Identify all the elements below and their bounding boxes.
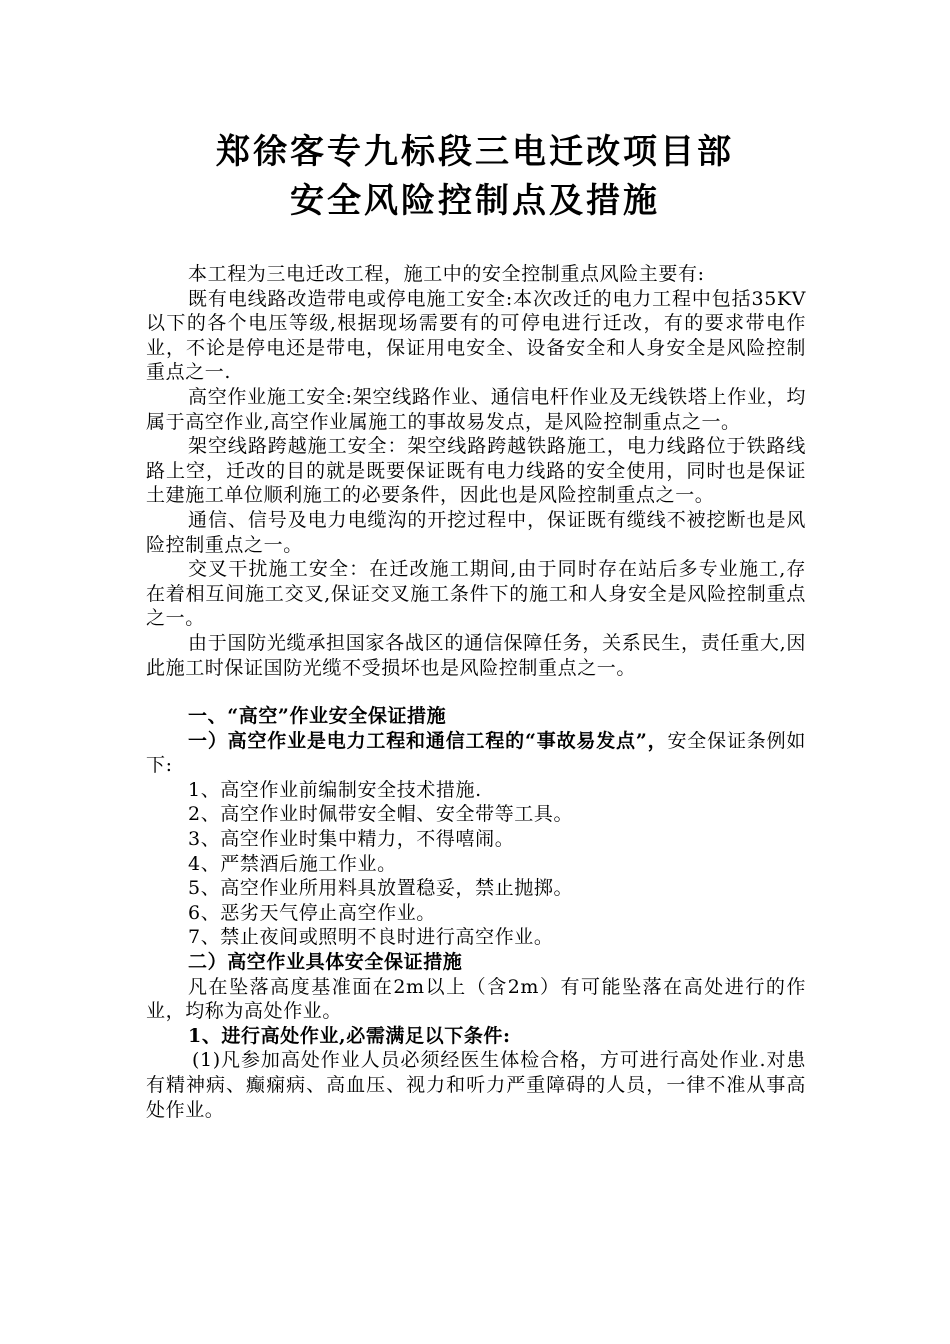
rule-item: 5、高空作业所用料具放置稳妥，禁止抛掷。 <box>188 877 574 900</box>
section-heading: 一、“高空”作业安全保证措施 <box>188 705 447 728</box>
condition-item-1: (1)凡参加高处作业人员必须经医生体检合格，方可进行高处作业.对患有精神病、癫痫病、高血压、视力和听力严重障碍的人员，一律不准从事高处作业。 <box>146 1049 806 1121</box>
risk-paragraph-interference: 交叉干扰施工安全：在迁改施工期间,由于同时存在站后多专业施工,存在着相互间施工交叉,保证交叉施工条件下的施工和人身安全是风险控制重点之一。 <box>146 558 806 630</box>
risk-paragraph-crossing: 架空线路跨越施工安全：架空线路跨越铁路施工，电力线路位于铁路线路上空，迁改的目的就是既要保证既有电力线路的安全使用，同时也是保证土建施工单位顺利施工的必要条件，因此也是风险控制重点之一。 <box>146 435 806 507</box>
intro-paragraph: 本工程为三电迁改工程，施工中的安全控制重点风险主要有: <box>188 263 705 285</box>
risk-paragraph-power: 既有电线路改造带电或停电施工安全:本次改迁的电力工程中包括35KV以下的各个电压等级,根据现场需要有的可停电进行迁改，有的要求带电作业，不论是停电还是带电，保证用电安全、设备安全和人身安全是风险控制重点之一. <box>146 287 806 384</box>
rule-item: 4、严禁酒后施工作业。 <box>188 852 397 875</box>
subsection1-bold-lead: 一）高空作业是电力工程和通信工程的“事故易发点”， <box>188 729 668 752</box>
subsection2-heading: 二）高空作业具体安全保证措施 <box>188 951 463 974</box>
document-title-line1: 郑徐客专九标段三电迁改项目部 <box>216 132 734 172</box>
subsection2-paragraph: 凡在坠落高度基准面在2m以上（含2m）有可能坠落在高处进行的作业，均称为高处作业。 <box>146 975 806 1023</box>
rule-item: 6、恶劣天气停止高空作业。 <box>188 901 436 924</box>
rule-item: 2、高空作业时佩带安全帽、安全带等工具。 <box>188 803 574 826</box>
section-gap <box>146 680 806 704</box>
rule-item: 1、高空作业前编制安全技术措施. <box>188 778 482 801</box>
rule-item: 3、高空作业时集中精力，不得嘻闹。 <box>188 828 515 851</box>
subsection1-paragraph <box>146 729 806 778</box>
rule-item: 7、禁止夜间或照明不良时进行高空作业。 <box>188 926 554 949</box>
risk-paragraph-height: 高空作业施工安全:架空线路作业、通信电杆作业及无线铁塔上作业，均属于高空作业,高空作业属施工的事故易发点，是风险控制重点之一。 <box>146 385 806 433</box>
subsection1-rest: 安全保证条例如下: <box>146 729 807 777</box>
conditions-heading: 1、进行高处作业,必需满足以下条件: <box>188 1024 511 1047</box>
risk-paragraph-trench: 通信、信号及电力电缆沟的开挖过程中，保证既有缆线不被挖断也是风险控制重点之一。 <box>146 508 806 556</box>
document-title-line2: 安全风险控制点及措施 <box>290 181 660 221</box>
risk-paragraph-defense-cable: 由于国防光缆承担国家各战区的通信保障任务，关系民生，责任重大,因此施工时保证国防光缆不受损坏也是风险控制重点之一。 <box>146 631 806 679</box>
document-body <box>146 262 806 1122</box>
